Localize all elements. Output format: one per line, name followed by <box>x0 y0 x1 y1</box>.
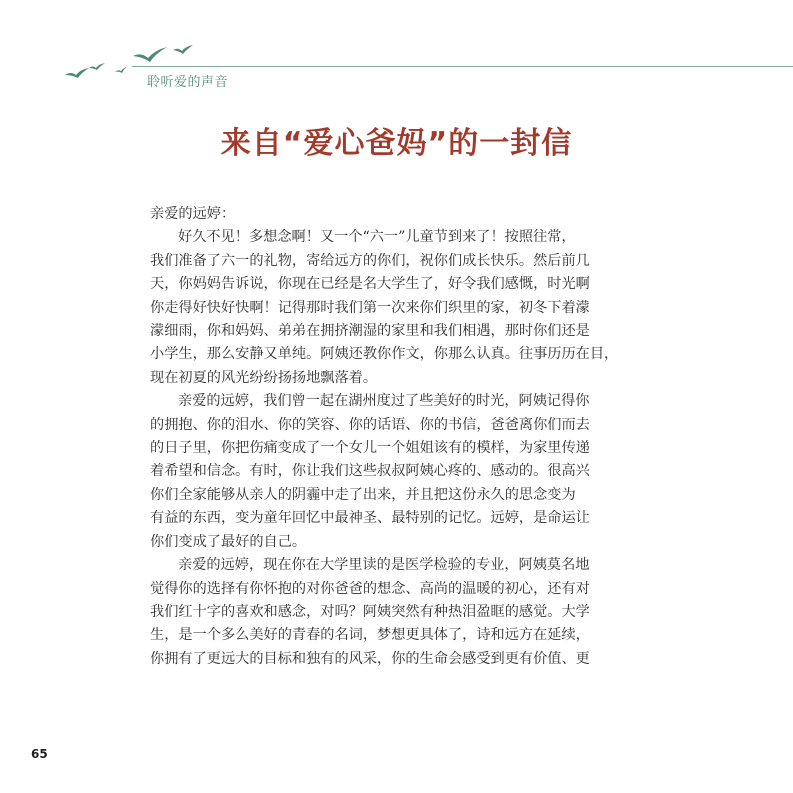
header-rule <box>132 66 793 67</box>
section-label: 聆听爱的声音 <box>147 75 229 90</box>
text-line: 濛细雨，你和妈妈、弟弟在拥挤潮湿的家里和我们相遇，那时你们还是 <box>150 323 590 340</box>
text-line: 小学生，那么安静又单纯。阿姨还教你作文，你那么认真。往事历历在目， <box>150 346 619 363</box>
text-line: 亲爱的远婷，现在你在大学里读的是医学检验的专业，阿姨莫名地 <box>178 557 590 574</box>
text-line: 你拥有了更远大的目标和独有的风采，你的生命会感受到更有价值、更 <box>150 650 590 667</box>
page-title: 来自“爱心爸妈”的一封信 <box>220 126 573 161</box>
page-header <box>0 0 793 100</box>
text-line: 现在初夏的风光纷纷扬扬地飘落着。 <box>150 369 378 386</box>
text-line: 觉得你的选择有你怀抱的对你爸爸的想念、高尚的温暖的初心，还有对 <box>150 580 590 597</box>
text-line: 我们红十字的喜欢和感念，对吗？阿姨突然有种热泪盈眶的感觉。大学 <box>150 603 590 620</box>
text-line: 生，是一个多么美好的青春的名词，梦想更具体了，诗和远方在延续， <box>150 627 590 644</box>
text-line: 你走得好快好快啊！记得那时我们第一次来你们织里的家，初冬下着濛 <box>150 299 590 316</box>
text-line: 着希望和信念。有时，你让我们这些叔叔阿姨心疼的、感动的。很高兴 <box>150 463 590 480</box>
text-line: 亲爱的远婷，我们曾一起在湖州度过了些美好的时光，阿姨记得你 <box>178 393 590 410</box>
text-line: 你们变成了最好的自己。 <box>150 533 307 550</box>
text-line: 有益的东西，变为童年回忆中最神圣、最特别的记忆。远婷，是命运让 <box>150 510 590 527</box>
text-line: 的拥抱、你的泪水、你的笑容、你的话语、你的书信，爸爸离你们而去 <box>150 416 590 433</box>
letter-body <box>150 203 653 671</box>
salutation: 亲爱的远婷： <box>150 206 236 222</box>
page-number: 65 <box>31 747 48 761</box>
text-line: 天，你妈妈告诉说，你现在已经是名大学生了，好令我们感慨，时光啊 <box>150 276 590 293</box>
text-line: 你们全家能够从亲人的阴霾中走了出来，并且把这份永久的思念变为 <box>150 486 576 503</box>
text-line: 的日子里，你把伤痛变成了一个女儿一个姐姐该有的模样，为家里传递 <box>150 440 590 457</box>
text-line: 我们准备了六一的礼物，寄给远方的你们，祝你们成长快乐。然后前几 <box>150 252 590 269</box>
text-line: 好久不见！多想念啊！又一个“六一”儿童节到来了！按照往常， <box>178 229 576 246</box>
